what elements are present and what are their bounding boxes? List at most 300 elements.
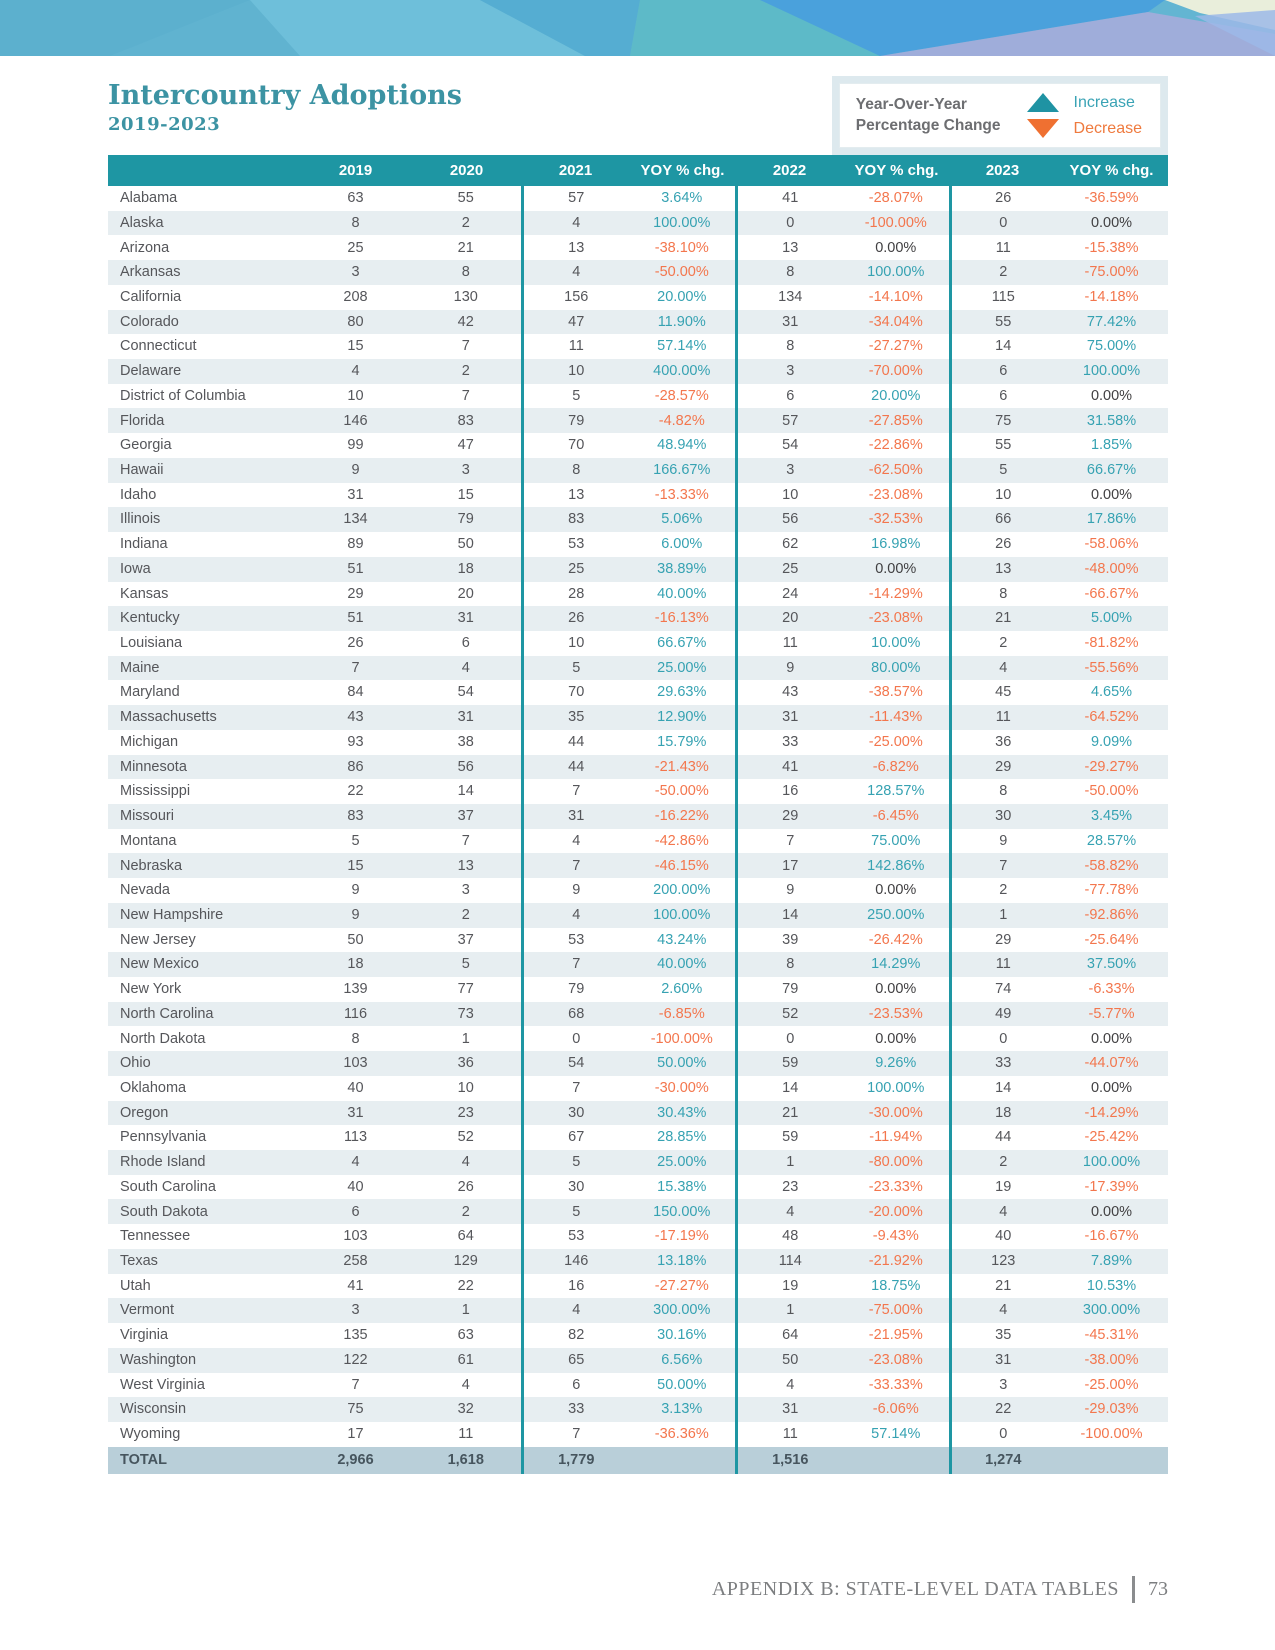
table-row xyxy=(108,532,1168,557)
value-cell: 150.00% xyxy=(653,1203,711,1220)
value-cell: 7 xyxy=(522,853,629,878)
state-cell: Wisconsin xyxy=(120,1401,187,1418)
value-cell: 66 xyxy=(950,507,1055,532)
value-cell: 30.43% xyxy=(657,1104,707,1121)
state-cell: Alabama xyxy=(120,190,178,207)
value-cell: 15.79% xyxy=(657,733,707,750)
state-cell: Delaware xyxy=(120,363,182,380)
value-cell: 139 xyxy=(343,981,368,998)
value-cell: -80.00% xyxy=(868,1154,923,1171)
value-cell: 42 xyxy=(457,313,474,330)
value-cell: 20.00% xyxy=(657,288,707,305)
value-cell: 79 xyxy=(736,977,843,1002)
value-cell: 2.60% xyxy=(661,981,703,998)
table-row xyxy=(108,1175,1168,1200)
value-cell: 11 xyxy=(736,1422,843,1447)
value-cell: 32 xyxy=(457,1401,474,1418)
value-cell: 21 xyxy=(457,239,474,256)
value-cell: 103 xyxy=(343,1228,368,1245)
value-cell: 24 xyxy=(736,582,843,607)
value-cell: -14.18% xyxy=(1084,288,1139,305)
state-cell: West Virginia xyxy=(120,1376,205,1393)
value-cell: 14 xyxy=(457,783,474,800)
value-cell: 10 xyxy=(347,387,364,404)
value-cell: 5 xyxy=(351,832,360,849)
value-cell: 3 xyxy=(351,264,360,281)
value-cell: 4 xyxy=(736,1199,843,1224)
value-cell: -33.33% xyxy=(868,1376,923,1393)
value-cell: 37.50% xyxy=(1086,956,1137,973)
value-cell: 30 xyxy=(522,1101,629,1126)
state-cell: Rhode Island xyxy=(120,1154,206,1171)
legend-frame xyxy=(832,76,1168,155)
value-cell: 0.00% xyxy=(875,981,917,998)
value-cell: 21 xyxy=(736,1101,843,1126)
value-cell: -50.00% xyxy=(1084,783,1139,800)
value-cell: 0 xyxy=(736,1026,843,1051)
value-cell: -66.67% xyxy=(1084,585,1139,602)
state-cell: Utah xyxy=(120,1277,151,1294)
value-cell: 83 xyxy=(457,412,474,429)
state-cell: Indiana xyxy=(120,536,168,553)
value-cell: 40.00% xyxy=(657,956,707,973)
value-cell: 11 xyxy=(736,631,843,656)
value-cell: 29 xyxy=(950,928,1055,953)
value-cell: 6 xyxy=(950,359,1055,384)
value-cell: 73 xyxy=(457,1005,474,1022)
value-cell: 3 xyxy=(736,458,843,483)
value-cell: 62 xyxy=(736,532,843,557)
value-cell: 13 xyxy=(736,235,843,260)
value-cell: 75.00% xyxy=(871,832,921,849)
value-cell: 29.63% xyxy=(657,684,707,701)
value-cell: 8 xyxy=(736,334,843,359)
value-cell: 8 xyxy=(351,1030,360,1047)
value-cell: 66.67% xyxy=(1086,462,1137,479)
value-cell: 6 xyxy=(950,384,1055,409)
value-cell: 47 xyxy=(457,437,474,454)
value-cell: -23.33% xyxy=(868,1178,923,1195)
value-cell: -81.82% xyxy=(1084,635,1139,652)
column-header-state xyxy=(108,155,300,186)
page-footer xyxy=(108,1576,1168,1603)
table-row xyxy=(108,1422,1168,1447)
value-cell: 67 xyxy=(522,1125,629,1150)
value-cell: 19 xyxy=(736,1274,843,1299)
table-row xyxy=(108,384,1168,409)
value-cell: 100.00% xyxy=(1082,363,1141,380)
value-cell: 16 xyxy=(522,1274,629,1299)
value-cell: -25.00% xyxy=(1084,1376,1139,1393)
value-cell: 12.90% xyxy=(657,709,707,726)
value-cell: 15.38% xyxy=(657,1178,707,1195)
state-cell: Tennessee xyxy=(120,1228,191,1245)
value-cell: 0.00% xyxy=(1090,1203,1133,1220)
value-cell: 1,618 xyxy=(411,1447,522,1474)
value-cell xyxy=(629,1447,736,1474)
value-cell: 7 xyxy=(461,338,470,355)
legend-entries xyxy=(1027,93,1142,138)
value-cell: -58.06% xyxy=(1084,536,1139,553)
value-cell: 4 xyxy=(522,903,629,928)
value-cell: 75 xyxy=(347,1401,364,1418)
value-cell: 4 xyxy=(351,363,360,380)
value-cell xyxy=(843,1447,950,1474)
value-cell: -55.56% xyxy=(1084,659,1139,676)
value-cell: -92.86% xyxy=(1084,906,1139,923)
value-cell: -4.82% xyxy=(658,412,705,429)
column-header: YOY % chg. xyxy=(1055,155,1168,186)
value-cell: 100.00% xyxy=(653,214,711,231)
table-row xyxy=(108,334,1168,359)
table-row xyxy=(108,582,1168,607)
value-cell: -75.00% xyxy=(868,1302,923,1319)
value-cell: 50 xyxy=(736,1348,843,1373)
value-cell: 0 xyxy=(736,211,843,236)
value-cell: 52 xyxy=(457,1129,474,1146)
column-header: 2021 xyxy=(522,155,629,186)
value-cell: -28.07% xyxy=(868,190,923,207)
value-cell: 36 xyxy=(457,1055,474,1072)
value-cell: 51 xyxy=(347,610,364,627)
value-cell: -48.00% xyxy=(1084,560,1139,577)
state-cell: Texas xyxy=(120,1253,158,1270)
table-row xyxy=(108,260,1168,285)
state-cell: Ohio xyxy=(120,1055,151,1072)
value-cell: 70 xyxy=(522,433,629,458)
value-cell: 100.00% xyxy=(867,264,925,281)
value-cell: -38.57% xyxy=(868,684,923,701)
value-cell: 33 xyxy=(736,730,843,755)
value-cell: 2 xyxy=(950,1150,1055,1175)
value-cell: -46.15% xyxy=(654,857,709,874)
value-cell: 31 xyxy=(950,1348,1055,1373)
value-cell: 8 xyxy=(522,458,629,483)
state-cell: Colorado xyxy=(120,313,179,330)
value-cell: 0.00% xyxy=(875,239,917,256)
table-row xyxy=(108,186,1168,211)
table-row xyxy=(108,408,1168,433)
value-cell: 35 xyxy=(950,1323,1055,1348)
state-cell: Vermont xyxy=(120,1302,174,1319)
total-row xyxy=(108,1447,1168,1474)
value-cell: -13.33% xyxy=(654,486,709,503)
value-cell: 1 xyxy=(736,1298,843,1323)
value-cell: 3 xyxy=(461,882,470,899)
table-row xyxy=(108,755,1168,780)
value-cell: 26 xyxy=(347,635,364,652)
value-cell: -28.57% xyxy=(654,387,709,404)
value-cell: 31 xyxy=(736,1397,843,1422)
value-cell: -11.94% xyxy=(869,1129,923,1146)
value-cell: 22 xyxy=(347,783,364,800)
value-cell: -62.50% xyxy=(868,462,923,479)
state-cell: Pennsylvania xyxy=(120,1129,207,1146)
value-cell: -6.45% xyxy=(872,808,919,825)
value-cell: 29 xyxy=(736,804,843,829)
page-header xyxy=(108,74,1168,155)
value-cell: 83 xyxy=(347,808,364,825)
value-cell: 50 xyxy=(347,931,364,948)
state-cell: Nebraska xyxy=(120,857,183,874)
value-cell: -32.53% xyxy=(868,511,923,528)
value-cell: -38.00% xyxy=(1084,1351,1139,1368)
state-cell: New Mexico xyxy=(120,956,199,973)
state-cell: New Jersey xyxy=(120,931,196,948)
value-cell: 122 xyxy=(343,1351,368,1368)
value-cell: 80 xyxy=(347,313,364,330)
value-cell: -30.00% xyxy=(868,1104,923,1121)
table-row xyxy=(108,977,1168,1002)
value-cell: 9 xyxy=(522,878,629,903)
table-row xyxy=(108,1199,1168,1224)
value-cell: 40 xyxy=(347,1079,364,1096)
value-cell: 3 xyxy=(351,1302,360,1319)
value-cell: 26 xyxy=(457,1178,474,1195)
value-cell: 10.00% xyxy=(871,635,921,652)
table-row xyxy=(108,458,1168,483)
legend-label xyxy=(856,95,1001,137)
table-row xyxy=(108,1323,1168,1348)
value-cell: -25.64% xyxy=(1084,931,1139,948)
value-cell: -29.27% xyxy=(1084,758,1139,775)
value-cell: 31 xyxy=(736,705,843,730)
value-cell: -100.00% xyxy=(1080,1426,1143,1443)
value-cell: 65 xyxy=(522,1348,629,1373)
value-cell: 4 xyxy=(461,659,470,676)
value-cell: 1 xyxy=(461,1302,470,1319)
value-cell: -75.00% xyxy=(1084,264,1139,281)
legend-box xyxy=(839,83,1161,148)
value-cell: 18.75% xyxy=(871,1277,921,1294)
value-cell: 0.00% xyxy=(1090,1079,1133,1096)
value-cell: -23.08% xyxy=(868,610,923,627)
value-cell: 79 xyxy=(522,977,629,1002)
value-cell: 82 xyxy=(522,1323,629,1348)
value-cell: 4 xyxy=(522,1298,629,1323)
value-cell: 7 xyxy=(522,779,629,804)
value-cell: 115 xyxy=(950,285,1055,310)
value-cell: 9 xyxy=(950,829,1055,854)
value-cell: 55 xyxy=(457,190,474,207)
table-row xyxy=(108,1125,1168,1150)
value-cell: -16.13% xyxy=(654,610,709,627)
value-cell: 47 xyxy=(522,310,629,335)
table-row xyxy=(108,804,1168,829)
table-row xyxy=(108,928,1168,953)
value-cell: 0.00% xyxy=(875,882,917,899)
value-cell: 5 xyxy=(522,1150,629,1175)
state-cell: South Carolina xyxy=(120,1178,216,1195)
state-cell: Idaho xyxy=(120,486,157,503)
value-cell: 75.00% xyxy=(1086,338,1137,355)
value-cell: -21.92% xyxy=(868,1253,923,1270)
value-cell: 80.00% xyxy=(871,659,921,676)
value-cell: -17.39% xyxy=(1084,1178,1139,1195)
state-cell: Iowa xyxy=(120,560,151,577)
table-row xyxy=(108,1101,1168,1126)
value-cell: 8 xyxy=(950,582,1055,607)
state-cell: Kentucky xyxy=(120,610,180,627)
table-row xyxy=(108,730,1168,755)
table-row xyxy=(108,483,1168,508)
value-cell: 40 xyxy=(347,1178,364,1195)
value-cell: 40 xyxy=(950,1224,1055,1249)
value-cell: 0 xyxy=(950,1422,1055,1447)
value-cell: 54 xyxy=(736,433,843,458)
value-cell: 2 xyxy=(950,260,1055,285)
value-cell: 59 xyxy=(736,1051,843,1076)
state-cell: Oregon xyxy=(120,1104,169,1121)
state-cell: Missouri xyxy=(120,808,174,825)
table-row xyxy=(108,1076,1168,1101)
value-cell: -27.27% xyxy=(654,1277,709,1294)
value-cell: 14 xyxy=(736,903,843,928)
value-cell: -14.29% xyxy=(868,585,923,602)
state-cell: Washington xyxy=(120,1351,197,1368)
value-cell: 142.86% xyxy=(867,857,925,874)
value-cell: 1.85% xyxy=(1090,437,1133,454)
value-cell: 75 xyxy=(950,408,1055,433)
value-cell: 3 xyxy=(461,462,470,479)
table-row xyxy=(108,1348,1168,1373)
value-cell: 64 xyxy=(457,1228,474,1245)
table-row xyxy=(108,1274,1168,1299)
value-cell: -5.77% xyxy=(1088,1005,1135,1022)
state-cell: TOTAL xyxy=(108,1447,300,1474)
value-cell: 10 xyxy=(522,631,629,656)
value-cell: 30.16% xyxy=(657,1327,707,1344)
value-cell: -42.86% xyxy=(654,832,709,849)
value-cell: 5 xyxy=(461,956,470,973)
value-cell: -77.78% xyxy=(1084,882,1139,899)
state-cell: District of Columbia xyxy=(120,387,246,404)
value-cell: 41 xyxy=(736,755,843,780)
value-cell: -25.42% xyxy=(1084,1129,1139,1146)
value-cell: 16.98% xyxy=(871,536,921,553)
value-cell: 28 xyxy=(522,582,629,607)
legend-entry-increase xyxy=(1027,93,1142,112)
value-cell: 1,516 xyxy=(736,1447,843,1474)
table-row xyxy=(108,1002,1168,1027)
value-cell: 4 xyxy=(522,260,629,285)
value-cell: 41 xyxy=(347,1277,364,1294)
state-cell: Georgia xyxy=(120,437,172,454)
value-cell: 23 xyxy=(457,1104,474,1121)
value-cell: 2 xyxy=(461,1203,470,1220)
value-cell: 57 xyxy=(736,408,843,433)
table-row xyxy=(108,680,1168,705)
value-cell: 7 xyxy=(736,829,843,854)
value-cell: 8 xyxy=(351,214,360,231)
state-cell: Kansas xyxy=(120,585,169,602)
value-cell: 14 xyxy=(736,1076,843,1101)
value-cell: 11 xyxy=(950,705,1055,730)
state-cell: North Dakota xyxy=(120,1030,206,1047)
value-cell: 18 xyxy=(457,560,474,577)
table-row xyxy=(108,359,1168,384)
value-cell: 31 xyxy=(457,709,474,726)
value-cell: 83 xyxy=(522,507,629,532)
value-cell: 15 xyxy=(347,338,364,355)
value-cell: -20.00% xyxy=(868,1203,923,1220)
value-cell: -50.00% xyxy=(654,264,709,281)
value-cell: 29 xyxy=(950,755,1055,780)
value-cell: 0.00% xyxy=(1090,214,1133,231)
value-cell: 89 xyxy=(347,536,364,553)
table-header xyxy=(108,155,1168,186)
value-cell: -27.27% xyxy=(868,338,923,355)
value-cell: 63 xyxy=(347,190,364,207)
footer-divider xyxy=(1132,1576,1135,1603)
value-cell: 100.00% xyxy=(1082,1154,1141,1171)
value-cell: -21.95% xyxy=(868,1327,923,1344)
table-row xyxy=(108,1051,1168,1076)
value-cell: 70 xyxy=(522,680,629,705)
value-cell: 14 xyxy=(950,334,1055,359)
table-row xyxy=(108,606,1168,631)
table-row xyxy=(108,310,1168,335)
table-row xyxy=(108,1026,1168,1051)
state-cell: Massachusetts xyxy=(120,709,217,726)
value-cell: 11.90% xyxy=(657,313,706,330)
value-cell: 55 xyxy=(950,310,1055,335)
value-cell: -6.33% xyxy=(1088,981,1135,998)
value-cell: 13 xyxy=(457,857,474,874)
value-cell: 53 xyxy=(522,928,629,953)
value-cell: -30.00% xyxy=(654,1079,709,1096)
value-cell: 29 xyxy=(347,585,364,602)
value-cell: 7 xyxy=(351,1376,360,1393)
value-cell: 2 xyxy=(461,363,470,380)
value-cell: 0 xyxy=(950,211,1055,236)
table-row xyxy=(108,1224,1168,1249)
value-cell: 38.89% xyxy=(657,560,707,577)
value-cell: 22 xyxy=(457,1277,474,1294)
value-cell: 1 xyxy=(736,1150,843,1175)
value-cell: 0 xyxy=(522,1026,629,1051)
value-cell: 25.00% xyxy=(657,659,707,676)
state-cell: Montana xyxy=(120,832,177,849)
value-cell: 57.14% xyxy=(657,338,707,355)
value-cell: 8 xyxy=(736,260,843,285)
value-cell: 135 xyxy=(343,1327,368,1344)
value-cell: 31 xyxy=(347,486,364,503)
value-cell: 300.00% xyxy=(1082,1302,1141,1319)
column-header: YOY % chg. xyxy=(629,155,736,186)
value-cell: 3.64% xyxy=(661,190,703,207)
value-cell: 4.65% xyxy=(1090,684,1133,701)
state-cell: Florida xyxy=(120,412,165,429)
value-cell: 25 xyxy=(347,239,364,256)
value-cell: 1,274 xyxy=(950,1447,1055,1474)
value-cell: 79 xyxy=(522,408,629,433)
value-cell: 208 xyxy=(343,288,368,305)
value-cell: -21.43% xyxy=(654,758,709,775)
value-cell: 77 xyxy=(457,981,474,998)
value-cell: 6 xyxy=(522,1373,629,1398)
value-cell: 63 xyxy=(457,1327,474,1344)
value-cell: 9.26% xyxy=(875,1055,917,1072)
value-cell: 53 xyxy=(522,532,629,557)
value-cell: -14.10% xyxy=(868,288,923,305)
value-cell: 7 xyxy=(522,1076,629,1101)
value-cell: 129 xyxy=(453,1253,478,1270)
value-cell: 13 xyxy=(950,557,1055,582)
value-cell: 50 xyxy=(457,536,474,553)
value-cell: 1 xyxy=(461,1030,470,1047)
value-cell: 5.00% xyxy=(1090,610,1133,627)
